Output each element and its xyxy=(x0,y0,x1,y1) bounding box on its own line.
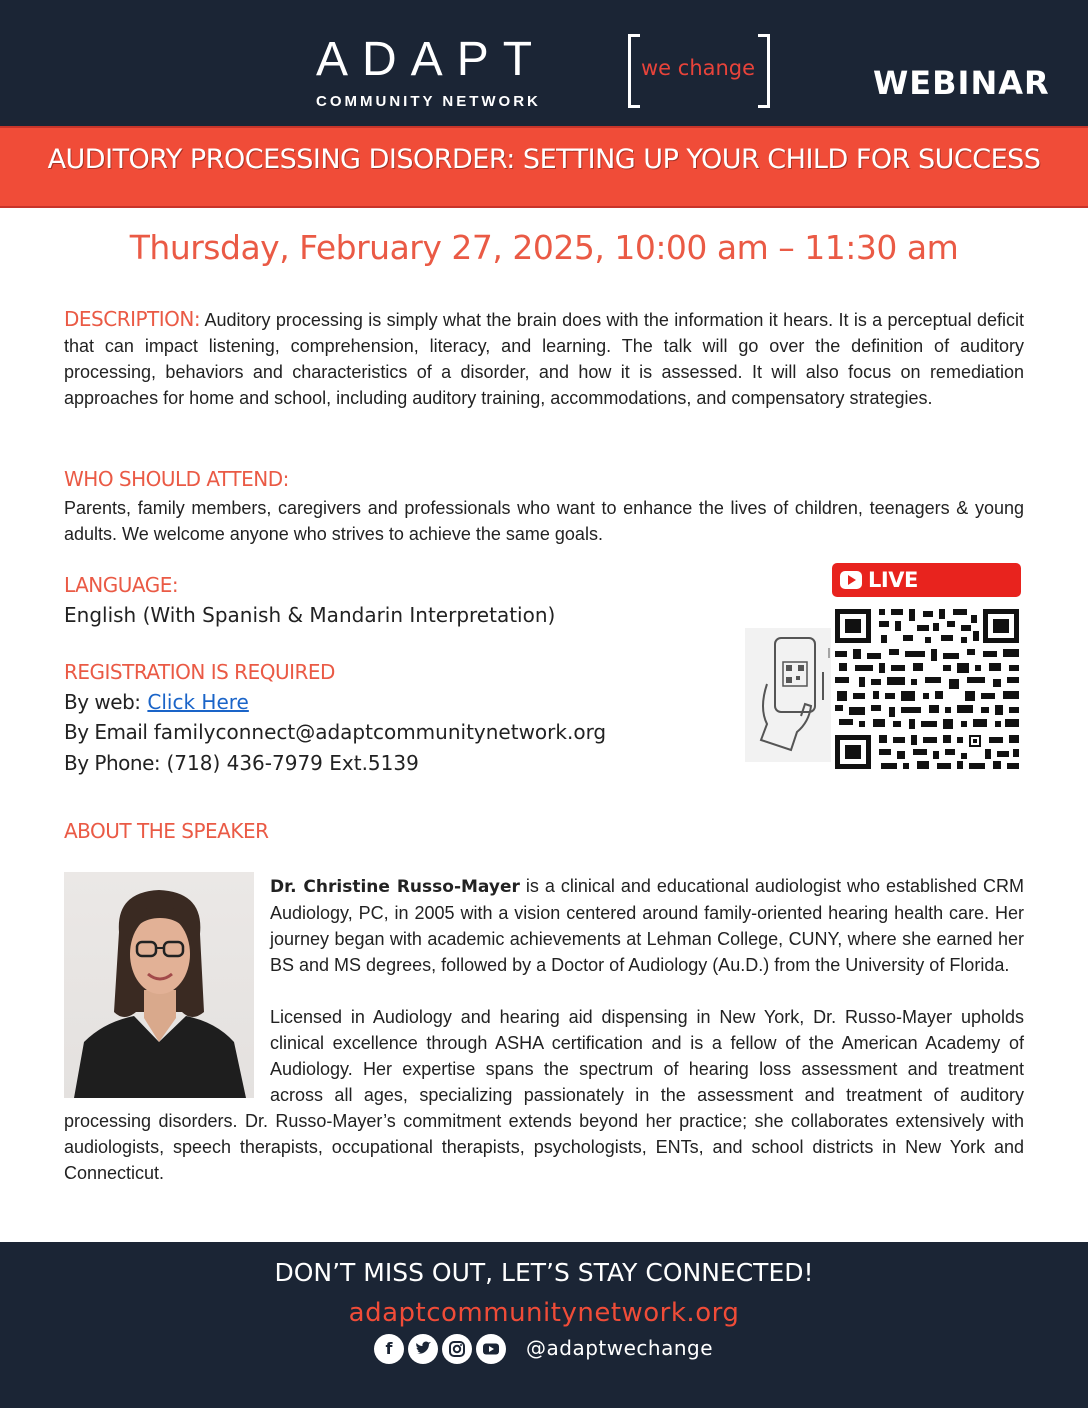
tagline: we change xyxy=(641,56,756,80)
header-bar xyxy=(0,0,1088,126)
footer-website-link[interactable]: adaptcommunitynetwork.org xyxy=(348,1298,740,1328)
registration-web: By web: Click Here xyxy=(64,690,249,714)
speaker-name: Dr. Christine Russo-Mayer xyxy=(270,877,520,897)
title-band xyxy=(0,126,1088,208)
logo-subtitle: COMMUNITY NETWORK xyxy=(316,93,541,110)
instagram-icon[interactable] xyxy=(442,1334,472,1364)
right-bracket-icon xyxy=(758,34,770,108)
page-title: AUDITORY PROCESSING DISORDER: SETTING UP YOUR CHILD FOR SUCCESS xyxy=(47,144,1041,175)
speaker-bio xyxy=(64,873,1024,1212)
phone-number: (718) 436-7979 Ext.5139 xyxy=(166,751,419,775)
language-text: English (With Spanish & Mandarin Interpretation) xyxy=(64,603,556,627)
scan-phone-illustration xyxy=(745,628,831,762)
speaker-bio-1-text: is a clinical and educational audiologist who established CRM Audiology, PC, in 2005 with a vision centered around family-oriented hearing health care. Her journey began with academic achievements at Lehman College, CUNY, where she earned her BS and MS degrees, followed by a Doctor of Audiology (Au.D.) from the University of Florida. xyxy=(270,876,1024,975)
description-label: DESCRIPTION: xyxy=(64,307,201,331)
social-handle: @adaptwechange xyxy=(526,1336,714,1360)
webinar-badge: WEBINAR xyxy=(873,64,1050,102)
speaker-label: ABOUT THE SPEAKER xyxy=(64,819,269,843)
live-webinar-label: LIVE xyxy=(868,568,918,592)
language-label: LANGUAGE: xyxy=(64,573,179,597)
speaker-bio-paragraph-2: Licensed in Audiology and hearing aid dispensing in New York, Dr. Russo-Mayer upholds clinical excellence through ASHA certification and is a fellow of the American Academy of Audiology. Her expertise spans the spectrum of hearing loss assessment and treatment across all ages, specializing passionately in the assessment and treatment of auditory processing disorders. Dr. Russo-Mayer’s commitment extends beyond her practice; she collaborates extensively with audiologists, speech therapists, occupational therapists, psychologists, ENTs, and school districts in New York and Connecticut. xyxy=(64,1007,1024,1183)
facebook-icon[interactable]: f xyxy=(374,1334,404,1364)
description-text: Auditory processing is simply what the brain does with the information it hears. It is a perceptual deficit that can impact listening, comprehension, literacy, and learning. The talk will go over the definition of auditory processing, behaviors and characteristics of a disorder, and how it is assessed. It will also focus on remediation approaches for home and school, including auditory training, accommodations, and compensatory strategies. xyxy=(64,310,1024,408)
twitter-icon[interactable] xyxy=(408,1334,438,1364)
footer-cta: DON’T MISS OUT, LET’S STAY CONNECTED! xyxy=(274,1258,814,1287)
description-block xyxy=(64,306,1024,411)
registration-label: REGISTRATION IS REQUIRED xyxy=(64,660,335,684)
youtube-icon[interactable] xyxy=(476,1334,506,1364)
event-date: Thursday, February 27, 2025, 10:00 am – 11:30 am xyxy=(129,228,959,267)
logo-word: ADAPT xyxy=(316,33,547,86)
registration-phone xyxy=(64,751,419,775)
play-icon xyxy=(840,571,862,589)
who-text: Parents, family members, caregivers and professionals who want to enhance the lives of children, teenagers & young adults. We welcome anyone who strives to achieve the same goals. xyxy=(64,498,1024,544)
web-label: By web xyxy=(64,690,135,714)
live-webinar-badge xyxy=(832,563,1021,597)
who-label: WHO SHOULD ATTEND: xyxy=(64,467,289,491)
registration-email xyxy=(64,720,606,744)
footer-bar xyxy=(0,1242,1088,1408)
click-here-link[interactable]: Click Here xyxy=(147,690,249,714)
left-bracket-icon xyxy=(628,34,640,108)
email-label: By Email xyxy=(64,720,148,744)
phone-label: By Phone: xyxy=(64,751,161,775)
qr-code-icon[interactable] xyxy=(833,605,1021,773)
email-address: familyconnect@adaptcommunitynetwork.org xyxy=(153,720,607,744)
hand-phone-icon xyxy=(745,628,831,762)
